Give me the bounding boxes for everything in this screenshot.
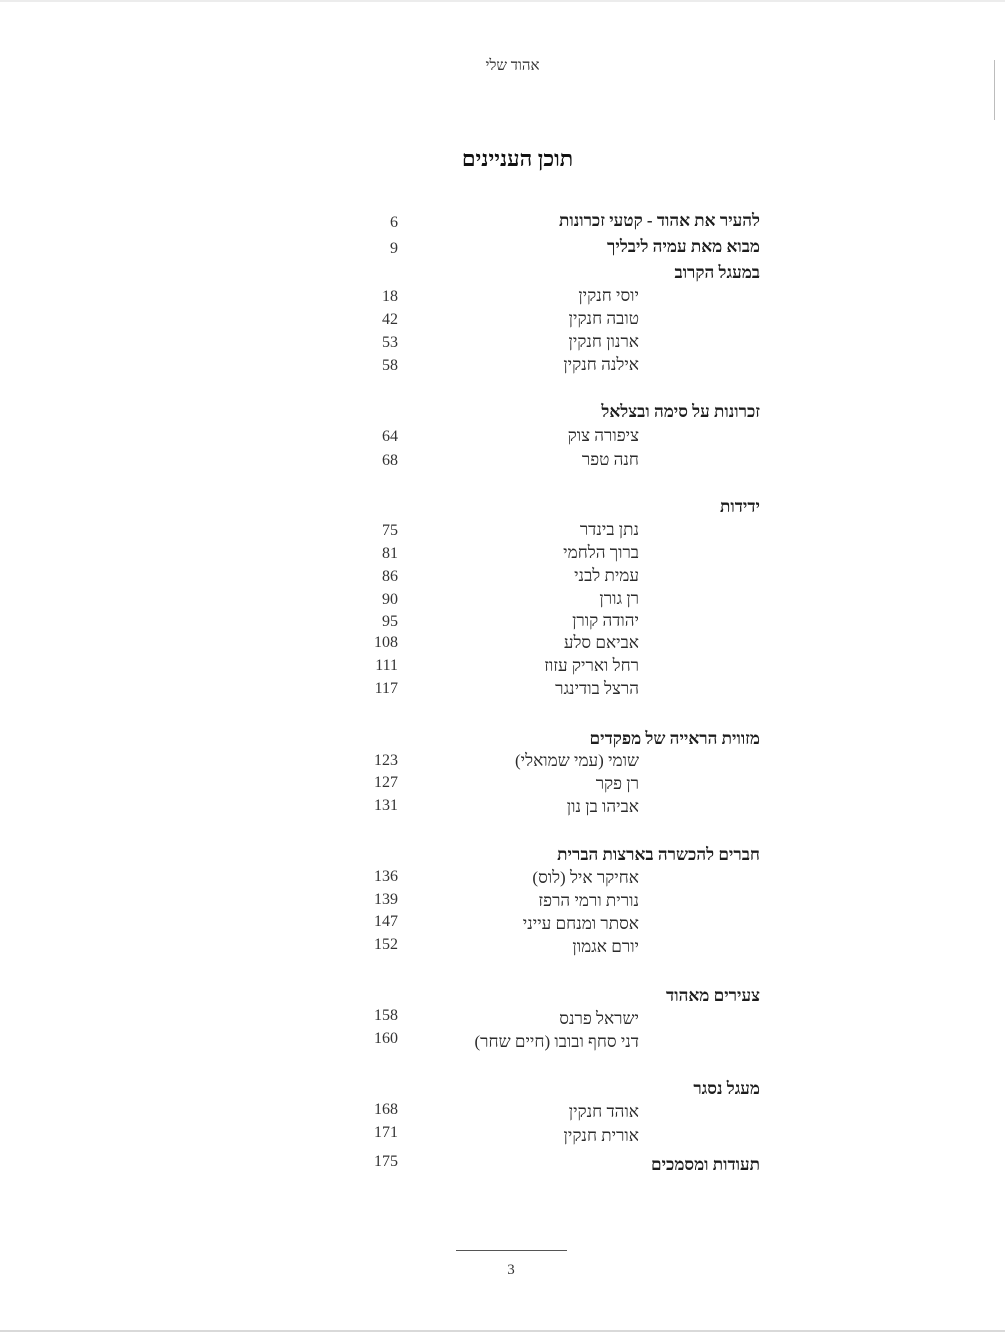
toc-section-page: 9: [390, 240, 398, 257]
toc-entry-name: ארנון חנקין: [568, 332, 639, 351]
toc-section-page: 6: [390, 214, 398, 231]
toc-entry-name: אוהד חנקין: [568, 1102, 639, 1121]
toc-entry-name: רחל ואריק עזוז: [544, 656, 639, 675]
page-number: 3: [507, 1262, 515, 1278]
scan-edge-top: [0, 0, 1005, 2]
toc-entry-page: 123: [374, 752, 398, 769]
toc-section-title: צעירים מאהוד: [666, 986, 760, 1005]
toc-entry-page: 90: [382, 591, 398, 608]
toc-section-title: מבוא מאת עמיה ליבליך: [607, 237, 760, 256]
toc-entry-page: 158: [374, 1007, 398, 1024]
toc-entry-name: עמית לבני: [574, 566, 639, 585]
toc-section-title: במעגל הקרוב: [674, 263, 760, 282]
toc-entry-page: 160: [374, 1030, 398, 1047]
toc-entry-name: יוסי חנקין: [578, 286, 639, 305]
toc-section-title: חברים להכשרה בארצות הברית: [557, 845, 760, 864]
toc-entry-page: 58: [382, 357, 398, 374]
running-header: אהוד שלי: [485, 58, 540, 74]
toc-entry-name: אילנה חנקין: [563, 355, 639, 374]
toc-section-title: תעודות ומסמכים: [650, 1155, 760, 1174]
toc-entry-name: חנה טפר: [581, 450, 639, 469]
toc-entry-name: יהודה קורן: [572, 611, 639, 630]
toc-entry-page: 95: [382, 613, 398, 630]
toc-entry-name: ברוך הלחמי: [563, 543, 639, 562]
footer-rule: [456, 1250, 567, 1251]
toc-entry-name: ציפורה צוק: [567, 426, 639, 445]
toc-entry-page: 117: [374, 680, 398, 697]
toc-section-page: 175: [374, 1153, 398, 1170]
toc-section-title: זכרונות על סימה ובצלאל: [601, 402, 760, 421]
toc-entry-page: 18: [382, 288, 398, 305]
toc-entry-page: 75: [382, 522, 398, 539]
toc-entry-name: רן גורן: [599, 589, 639, 608]
toc-entry-name: רן פקר: [595, 774, 639, 793]
toc-entry-page: 147: [374, 913, 398, 930]
toc-entry-page: 127: [374, 774, 398, 791]
toc-entry-name: שומי (עמי שמואלי): [515, 751, 639, 770]
toc-entry-name: דני סחף ובובו (חיים שחר): [474, 1032, 639, 1051]
toc-title: תוכן העניינים: [461, 146, 574, 171]
toc-entry-page: 171: [374, 1124, 398, 1141]
toc-section-title: מעגל נסגר: [693, 1079, 760, 1098]
toc-entry-name: אביהו בן נון: [566, 797, 639, 816]
toc-entry-page: 168: [374, 1101, 398, 1118]
toc-entry-page: 64: [382, 428, 398, 445]
toc-entry-page: 86: [382, 568, 398, 585]
toc-entry-name: טובה חנקין: [568, 309, 639, 328]
toc-section-title: מזווית הראייה של מפקדים: [589, 729, 760, 748]
toc-entry-name: נורית ורמי הרפז: [538, 891, 639, 910]
toc-entry-page: 111: [375, 657, 398, 674]
toc-entry-page: 139: [374, 891, 398, 908]
toc-section-title: ידידות: [720, 497, 760, 516]
toc-entry-page: 108: [374, 634, 398, 651]
toc-entry-page: 136: [374, 868, 398, 885]
toc-entry-page: 68: [382, 452, 398, 469]
toc-entry-name: אסתר ומנחם עייני: [522, 914, 639, 933]
scan-edge-bottom: [0, 1330, 1005, 1332]
toc-entry-page: 152: [374, 936, 398, 953]
toc-entry-page: 42: [382, 311, 398, 328]
toc-entry-name: הרצל בודינגר: [555, 679, 639, 698]
toc-entry-name: אביאם סלע: [563, 633, 639, 652]
toc-section-title: להעיר את אהוד - קטעי זכרונות: [558, 211, 760, 230]
toc-entry-page: 53: [382, 334, 398, 351]
toc-entry-page: 131: [374, 797, 398, 814]
toc-entry-name: נתן בינדר: [579, 520, 639, 539]
toc-entry-name: יורם אגמון: [572, 937, 639, 956]
toc-entry-name: אחיקר איל (לוס): [532, 868, 639, 887]
toc-entry-name: אורית חנקין: [563, 1126, 639, 1145]
toc-entry-name: ישראל פרנס: [559, 1009, 639, 1028]
toc-entry-page: 81: [382, 545, 398, 562]
